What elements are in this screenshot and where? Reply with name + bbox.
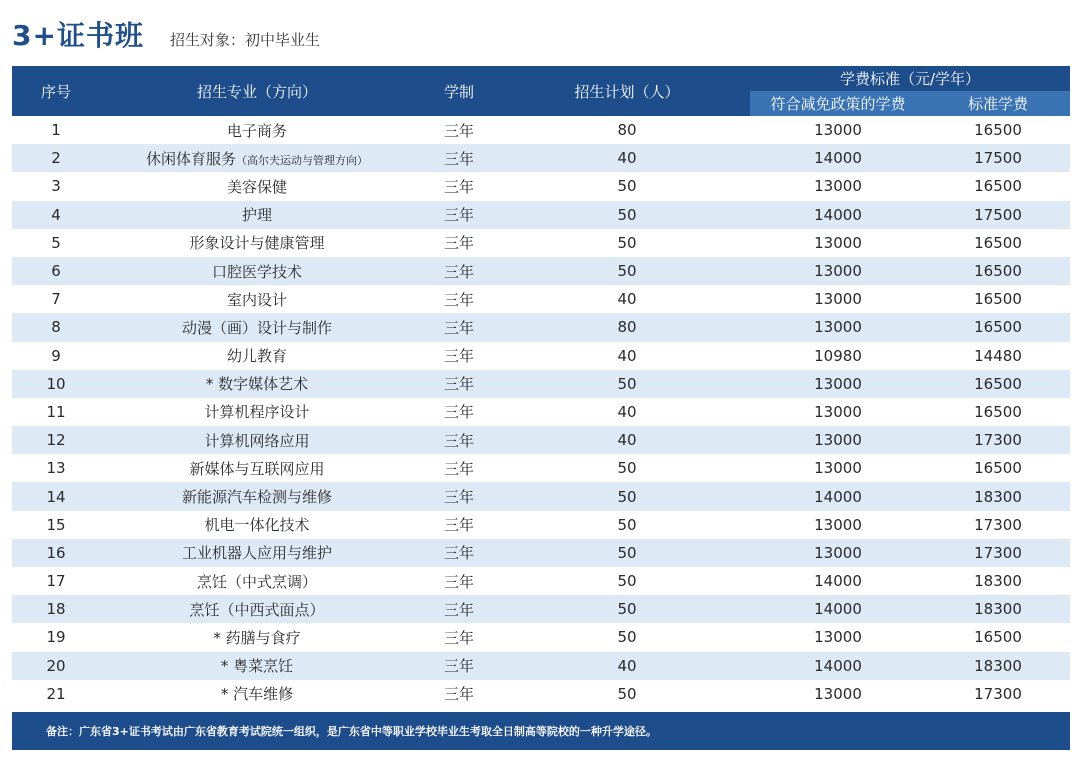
row-fee-standard-cell: 17300 (926, 511, 1070, 539)
row-plan-cell: 50 (504, 257, 750, 285)
table-row (12, 313, 1070, 341)
row-num-cell: 21 (12, 680, 100, 708)
row-plan-cell: 50 (504, 623, 750, 651)
row-fee-reduced-cell: 13000 (750, 398, 926, 426)
row-length-cell: 三年 (414, 652, 504, 680)
row-length-cell: 三年 (414, 257, 504, 285)
row-fee-reduced-cell: 10980 (750, 342, 926, 370)
row-fee-reduced-cell: 13000 (750, 511, 926, 539)
table-row (12, 623, 1070, 651)
row-plan-cell: 50 (504, 370, 750, 398)
row-plan-cell: 50 (504, 229, 750, 257)
row-fee-reduced-cell: 13000 (750, 229, 926, 257)
major-name: 机电一体化技术 (204, 516, 310, 535)
table-row (12, 539, 1070, 567)
row-length-cell: 三年 (414, 229, 504, 257)
header-num: 序号 (12, 66, 100, 116)
major-name: 幼儿教育 (226, 347, 287, 366)
row-num-cell: 9 (12, 342, 100, 370)
row-length-cell: 三年 (414, 539, 504, 567)
major-name: 美容保健 (226, 177, 287, 196)
major-name: * 粤菜烹饪 (220, 657, 294, 676)
row-plan-cell: 80 (504, 313, 750, 341)
row-num-cell: 12 (12, 426, 100, 454)
row-major-cell (100, 342, 414, 370)
row-length-cell: 三年 (414, 144, 504, 172)
table-row (12, 398, 1070, 426)
row-major-cell (100, 426, 414, 454)
major-name: 休闲体育服务 (145, 149, 236, 168)
row-num-cell: 4 (12, 201, 100, 229)
row-length-cell: 三年 (414, 370, 504, 398)
table-row (12, 144, 1070, 172)
row-length-cell: 三年 (414, 454, 504, 482)
row-major-cell (100, 595, 414, 623)
table-row (12, 567, 1070, 595)
row-num-cell: 15 (12, 511, 100, 539)
row-major-cell (100, 285, 414, 313)
row-length-cell: 三年 (414, 680, 504, 708)
row-num-cell: 2 (12, 144, 100, 172)
row-length-cell: 三年 (414, 201, 504, 229)
row-fee-standard-cell: 17500 (926, 201, 1070, 229)
row-length-cell: 三年 (414, 342, 504, 370)
page-subtitle: 招生对象：初中毕业生 (169, 31, 320, 49)
table-row (12, 116, 1070, 144)
row-length-cell: 三年 (414, 511, 504, 539)
row-num-cell: 16 (12, 539, 100, 567)
table-row (12, 370, 1070, 398)
row-length-cell: 三年 (414, 567, 504, 595)
row-fee-reduced-cell: 14000 (750, 567, 926, 595)
row-length-cell: 三年 (414, 313, 504, 341)
row-fee-standard-cell: 17500 (926, 144, 1070, 172)
row-fee-standard-cell: 18300 (926, 482, 1070, 510)
table-row (12, 482, 1070, 510)
row-length-cell: 三年 (414, 398, 504, 426)
major-name: * 汽车维修 (220, 685, 294, 704)
row-plan-cell: 40 (504, 426, 750, 454)
row-major-cell (100, 144, 414, 172)
row-fee-reduced-cell: 13000 (750, 680, 926, 708)
row-plan-cell: 50 (504, 511, 750, 539)
table-row (12, 680, 1070, 708)
table-row (12, 172, 1070, 200)
table-row (12, 595, 1070, 623)
row-num-cell: 19 (12, 623, 100, 651)
row-plan-cell: 50 (504, 595, 750, 623)
row-fee-standard-cell: 16500 (926, 116, 1070, 144)
page-title: 3+证书班 (12, 19, 144, 52)
major-direction-note: （高尔夫运动与管理方向） (236, 153, 368, 167)
row-num-cell: 7 (12, 285, 100, 313)
row-fee-reduced-cell: 14000 (750, 652, 926, 680)
row-num-cell: 20 (12, 652, 100, 680)
major-name: 形象设计与健康管理 (189, 234, 325, 253)
header-plan: 招生计划（人） (504, 66, 750, 116)
major-name: * 药膳与食疗 (213, 628, 301, 647)
row-plan-cell: 80 (504, 116, 750, 144)
row-fee-reduced-cell: 13000 (750, 454, 926, 482)
row-fee-standard-cell: 18300 (926, 652, 1070, 680)
row-fee-standard-cell: 16500 (926, 370, 1070, 398)
major-name: * 数字媒体艺术 (205, 375, 309, 394)
table-row (12, 229, 1070, 257)
row-fee-reduced-cell: 13000 (750, 285, 926, 313)
row-fee-standard-cell: 16500 (926, 398, 1070, 426)
table-row (12, 342, 1070, 370)
table-row (12, 652, 1070, 680)
major-name: 新能源汽车检测与维修 (181, 488, 332, 507)
row-plan-cell: 50 (504, 172, 750, 200)
major-name: 动漫（画）设计与制作 (181, 318, 332, 337)
row-fee-reduced-cell: 13000 (750, 370, 926, 398)
enrollment-table (12, 66, 1070, 708)
row-fee-reduced-cell: 13000 (750, 116, 926, 144)
row-fee-standard-cell: 16500 (926, 229, 1070, 257)
footnote-text: 备注：广东省3+证书考试由广东省教育考试院统一组织，是广东省中等职业学校毕业生考取全日制高等院校的一种升学途径。 (46, 725, 657, 738)
row-num-cell: 3 (12, 172, 100, 200)
row-plan-cell: 40 (504, 342, 750, 370)
table-row (12, 511, 1070, 539)
row-major-cell (100, 229, 414, 257)
row-num-cell: 17 (12, 567, 100, 595)
header-fee-reduced: 符合减免政策的学费 (750, 91, 926, 116)
major-name: 电子商务 (226, 121, 287, 140)
header-fee-group: 学费标准（元/学年） (750, 66, 1070, 91)
row-major-cell (100, 511, 414, 539)
table-row (12, 454, 1070, 482)
row-fee-reduced-cell: 13000 (750, 623, 926, 651)
table-body (12, 116, 1070, 708)
row-num-cell: 5 (12, 229, 100, 257)
title-bar (12, 14, 320, 54)
header-major: 招生专业（方向） (100, 66, 414, 116)
row-plan-cell: 50 (504, 539, 750, 567)
row-fee-standard-cell: 17300 (926, 426, 1070, 454)
row-fee-standard-cell: 17300 (926, 539, 1070, 567)
row-length-cell: 三年 (414, 595, 504, 623)
row-major-cell (100, 313, 414, 341)
row-major-cell (100, 398, 414, 426)
row-fee-standard-cell: 16500 (926, 257, 1070, 285)
row-length-cell: 三年 (414, 116, 504, 144)
row-plan-cell: 50 (504, 482, 750, 510)
row-major-cell (100, 623, 414, 651)
row-fee-reduced-cell: 13000 (750, 257, 926, 285)
row-fee-standard-cell: 16500 (926, 623, 1070, 651)
table-row (12, 285, 1070, 313)
major-name: 工业机器人应用与维护 (181, 544, 332, 563)
row-fee-standard-cell: 16500 (926, 454, 1070, 482)
table-row (12, 257, 1070, 285)
row-num-cell: 14 (12, 482, 100, 510)
major-name: 室内设计 (226, 290, 287, 309)
row-fee-standard-cell: 14480 (926, 342, 1070, 370)
row-fee-standard-cell: 18300 (926, 595, 1070, 623)
row-fee-reduced-cell: 13000 (750, 426, 926, 454)
row-fee-standard-cell: 16500 (926, 313, 1070, 341)
row-plan-cell: 50 (504, 454, 750, 482)
row-fee-reduced-cell: 13000 (750, 539, 926, 567)
row-length-cell: 三年 (414, 285, 504, 313)
row-major-cell (100, 201, 414, 229)
row-plan-cell: 50 (504, 201, 750, 229)
major-name: 计算机程序设计 (204, 403, 310, 422)
row-major-cell (100, 652, 414, 680)
row-plan-cell: 40 (504, 144, 750, 172)
row-num-cell: 1 (12, 116, 100, 144)
table-row (12, 201, 1070, 229)
row-plan-cell: 40 (504, 652, 750, 680)
row-length-cell: 三年 (414, 172, 504, 200)
row-fee-reduced-cell: 13000 (750, 172, 926, 200)
row-major-cell (100, 257, 414, 285)
table-row (12, 426, 1070, 454)
row-length-cell: 三年 (414, 623, 504, 651)
row-plan-cell: 50 (504, 680, 750, 708)
row-fee-standard-cell: 17300 (926, 680, 1070, 708)
row-major-cell (100, 454, 414, 482)
major-name: 护理 (241, 206, 272, 225)
row-major-cell (100, 680, 414, 708)
row-num-cell: 11 (12, 398, 100, 426)
row-fee-reduced-cell: 14000 (750, 144, 926, 172)
row-num-cell: 18 (12, 595, 100, 623)
row-fee-reduced-cell: 14000 (750, 201, 926, 229)
row-major-cell (100, 370, 414, 398)
row-major-cell (100, 567, 414, 595)
row-major-cell (100, 172, 414, 200)
row-fee-standard-cell: 16500 (926, 285, 1070, 313)
major-name: 口腔医学技术 (211, 262, 302, 281)
row-major-cell (100, 116, 414, 144)
row-plan-cell: 50 (504, 567, 750, 595)
row-fee-standard-cell: 18300 (926, 567, 1070, 595)
header-fee-standard: 标准学费 (926, 91, 1070, 116)
row-length-cell: 三年 (414, 482, 504, 510)
table-header (12, 66, 1070, 116)
major-name: 烹饪（中西式面点） (189, 600, 325, 619)
row-major-cell (100, 539, 414, 567)
row-fee-reduced-cell: 13000 (750, 313, 926, 341)
row-num-cell: 8 (12, 313, 100, 341)
row-num-cell: 13 (12, 454, 100, 482)
row-plan-cell: 40 (504, 398, 750, 426)
row-length-cell: 三年 (414, 426, 504, 454)
row-major-cell (100, 482, 414, 510)
row-fee-standard-cell: 16500 (926, 172, 1070, 200)
row-num-cell: 6 (12, 257, 100, 285)
major-name: 新媒体与互联网应用 (189, 459, 325, 478)
row-plan-cell: 40 (504, 285, 750, 313)
header-length: 学制 (414, 66, 504, 116)
major-name: 烹饪（中式烹调） (196, 572, 317, 591)
major-name: 计算机网络应用 (204, 431, 310, 450)
row-fee-reduced-cell: 14000 (750, 482, 926, 510)
footnote-bar (12, 712, 1070, 750)
row-num-cell: 10 (12, 370, 100, 398)
row-fee-reduced-cell: 14000 (750, 595, 926, 623)
